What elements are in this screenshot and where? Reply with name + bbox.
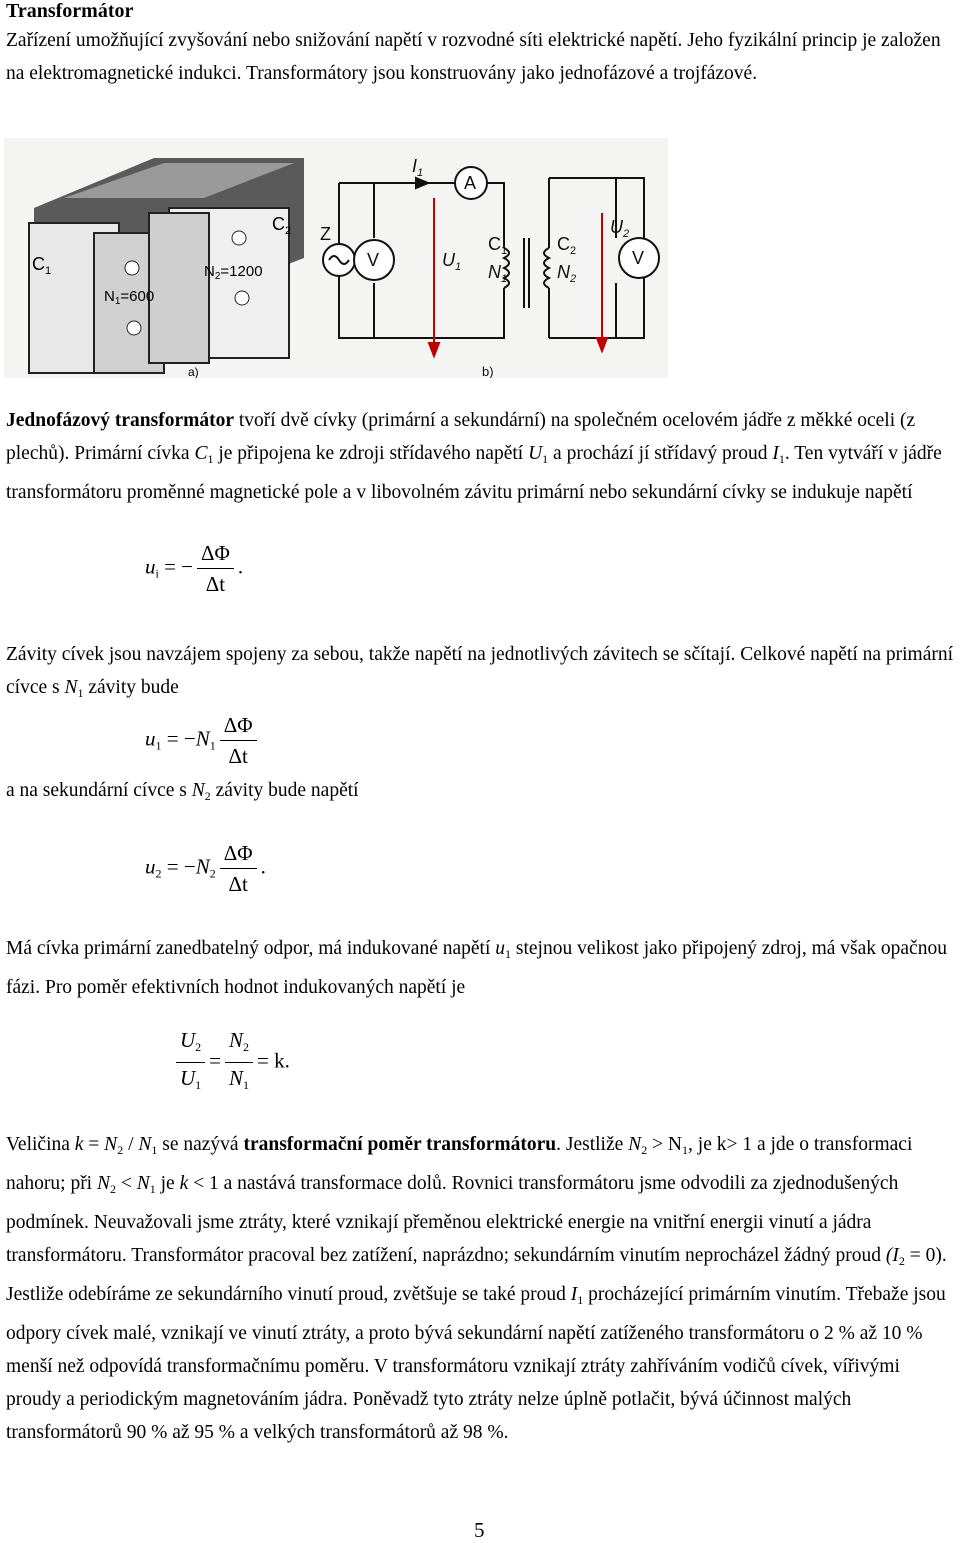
denominator: Δt <box>205 572 226 596</box>
sub: 1 <box>207 452 214 466</box>
numerator: ΔΦ <box>220 838 257 869</box>
eq-lhs: u <box>145 854 156 879</box>
text: Má cívka primární zanedbatelný odpor, má indukované napětí <box>6 938 496 959</box>
eq-end: . <box>237 554 244 579</box>
var-n1: N <box>136 1173 150 1194</box>
equation-induced-voltage <box>145 538 243 599</box>
var-n2: N <box>104 1134 118 1155</box>
sub: 1 <box>195 1078 202 1092</box>
denominator: Δt <box>228 744 248 768</box>
text: / <box>123 1134 139 1155</box>
sub: 1 <box>77 686 84 700</box>
var-u1: U <box>180 1066 196 1090</box>
eq-k: = k. <box>257 1048 290 1073</box>
transformer-figure <box>4 138 668 378</box>
text: procházející primárním vinutím. Třebaže jsou odpory cívek malé, vznikají ve vinutí ztráty, a proto bývá sekundární napětí zatíženého transformátoru o 2 % až 10 % menší než odpovídá transformačnímu poměru. V transformátoru vznikají ztráty zahříváním vodičů cívek, vířivými proudy a periodickým magnetováním jádra. Poněvadž tyto ztráty nelze úplně potlačit, bývá účinnost malých transformátorů 90 % až 95 % a velkých transformátorů až 98 %. <box>6 1284 946 1443</box>
label-n1: $N_1$ <box>488 262 508 285</box>
fraction-n <box>225 1025 253 1100</box>
caption-a: a) <box>188 365 199 378</box>
caption-b: b) <box>482 364 494 378</box>
text: Jestliže odebíráme ze sekundárního vinutí proud, zvětšuje se také proud <box>6 1284 571 1305</box>
sub: 1 <box>778 452 785 466</box>
sub: 2 <box>204 789 211 803</box>
sub: 1 <box>577 1293 584 1307</box>
core-label-c1: $C_1$ <box>32 254 52 277</box>
sub: 2 <box>155 866 162 881</box>
sub: 1 <box>505 947 512 961</box>
label-voltmeter-1: V <box>367 250 380 270</box>
var-n2: N <box>96 1173 110 1194</box>
paragraph-ma-civka <box>6 932 956 1004</box>
denominator: Δt <box>228 872 248 896</box>
term-transformacni-pomer: transformační poměr transformátoru <box>243 1134 557 1155</box>
sub: 1 <box>542 452 549 466</box>
sub: 2 <box>117 1143 124 1157</box>
text: a na sekundární cívce s <box>6 780 192 801</box>
var-i1: I <box>772 443 779 464</box>
text: je <box>155 1173 180 1194</box>
sub: 2 <box>110 1182 116 1196</box>
sub: 1 <box>682 1143 689 1157</box>
text: , je k> 1 a jde o transformaci nahoru; při <box>6 1134 913 1194</box>
paragraph-velicina <box>6 1128 956 1449</box>
eq-sign: = − <box>166 726 196 751</box>
label-c2: $C_2$ <box>557 234 577 257</box>
numerator: ΔΦ <box>220 710 257 741</box>
sub: 2 <box>898 1254 905 1268</box>
text: . Jestliže <box>556 1134 629 1155</box>
equation-primary-voltage <box>145 710 261 771</box>
text: Závity cívek jsou navzájem spojeny za sebou, takže napětí na jednotlivých závitech se sčítají. Celkové napětí na primární cívce s <box>6 644 954 698</box>
text: Veličina <box>6 1134 75 1155</box>
text: a prochází jí střídavý proud <box>548 443 773 464</box>
sub: 2 <box>243 1040 250 1054</box>
label-i1: $I_1$ <box>412 156 424 179</box>
var-n2: N <box>628 1134 642 1155</box>
sub: i <box>155 566 159 581</box>
fraction-u <box>176 1025 205 1100</box>
text: = <box>83 1134 105 1155</box>
label-n2: $N_2$ <box>557 262 577 285</box>
text: závity bude <box>83 677 179 698</box>
label-u2: $U_2$ <box>610 217 630 240</box>
paragraph-jednofazovy <box>6 404 956 509</box>
eq-sign: = − <box>166 854 196 879</box>
label-c1: $C_1$ <box>488 234 508 257</box>
var-u1: U <box>528 443 543 464</box>
label-voltmeter-2: V <box>632 248 645 268</box>
fraction <box>197 538 234 599</box>
label-u1: $U_1$ <box>442 250 462 273</box>
label-source: Z <box>320 224 331 244</box>
text: je připojena ke zdroji střídavého napětí <box>213 443 529 464</box>
numerator: ΔΦ <box>197 538 234 569</box>
sub: 1 <box>155 738 162 753</box>
var-u2: U <box>180 1028 196 1052</box>
text: < <box>116 1173 137 1194</box>
text: stejnou velikost jako připojený zdroj, má však opačnou fázi. Pro poměr efektivních hodnot indukovaných napětí je <box>6 938 947 998</box>
term-jednofazovy: Jednofázový transformátor <box>6 410 234 431</box>
text: = 0). <box>904 1245 947 1266</box>
var-n2: N <box>195 854 210 879</box>
var-n1: N <box>195 726 210 751</box>
text: tvoří dvě cívky (primární a sekundární) na společném ocelovém jádře z měkké oceli (z plechů). Primární cívka <box>6 410 916 464</box>
text: se nazývá <box>157 1134 244 1155</box>
fraction <box>220 838 257 899</box>
eq-lhs: u <box>145 726 156 751</box>
var-i2: (I <box>885 1245 899 1266</box>
var-n2: N <box>191 780 205 801</box>
sub: 1 <box>149 1182 156 1196</box>
numerator <box>225 1025 253 1063</box>
fraction <box>220 710 257 771</box>
numerator <box>176 1025 205 1063</box>
var-n1: N <box>64 677 78 698</box>
sub: 2 <box>641 1143 648 1157</box>
label-ammeter: A <box>464 173 477 193</box>
core-label-c2: $C_2$ <box>272 214 292 237</box>
var-c1: C <box>194 443 208 464</box>
text: > N <box>647 1134 683 1155</box>
var-n2: N <box>229 1028 244 1052</box>
eq-lhs: u <box>145 554 156 579</box>
equation-secondary-voltage <box>145 838 266 899</box>
var-k: k <box>74 1134 84 1155</box>
paragraph-sekundarni <box>6 774 956 813</box>
var-u1-small: u <box>495 938 506 959</box>
sub: 2 <box>209 866 216 881</box>
sub: 1 <box>209 738 216 753</box>
sub: 1 <box>151 1143 158 1157</box>
text: < 1 a nastává transformace dolů. Rovnici transformátoru jsme odvodili za zjednodušených podmínek. Neuvažovali jsme ztráty, které vznikají přeměnou elektrické energie na vnitřní energii vinutí a jádra transformátoru. Transformátor pracoval bez zatížení, naprázdno; sekundárním vinutím neprocházel žádný proud <box>6 1173 899 1266</box>
eq-sign: = − <box>164 554 194 579</box>
var-k: k <box>179 1173 189 1194</box>
text: závity bude napětí <box>210 780 359 801</box>
page-number: 5 <box>474 1518 485 1542</box>
equation-ratio <box>172 1025 290 1100</box>
var-n1: N <box>229 1066 244 1090</box>
var-n1: N <box>138 1134 152 1155</box>
page-title: Transformátor <box>6 0 134 22</box>
eq-sign: = <box>209 1048 222 1073</box>
denominator <box>225 1063 253 1100</box>
core-label-n2: $N_2=1200$ <box>204 263 263 282</box>
text: . Ten vytváří v jádře transformátoru proměnné magnetické pole a v libovolném závitu primární nebo sekundární cívky se indukuje napětí <box>6 443 942 503</box>
sub: 2 <box>195 1040 202 1054</box>
core-label-n1: $N_1=600$ <box>104 288 155 307</box>
paragraph-zavity <box>6 638 956 710</box>
sub: 1 <box>243 1078 250 1092</box>
denominator <box>176 1063 205 1100</box>
intro-paragraph: Zařízení umožňující zvyšování nebo snižování napětí v rozvodné síti elektrické napětí. Jeho fyzikální princip je založen na elektromagnetické indukci. Transformátory jsou konstruovány jako jednofázové a trojfázové. <box>6 30 941 84</box>
var-i1: I <box>570 1284 578 1305</box>
eq-end: . <box>260 854 266 879</box>
